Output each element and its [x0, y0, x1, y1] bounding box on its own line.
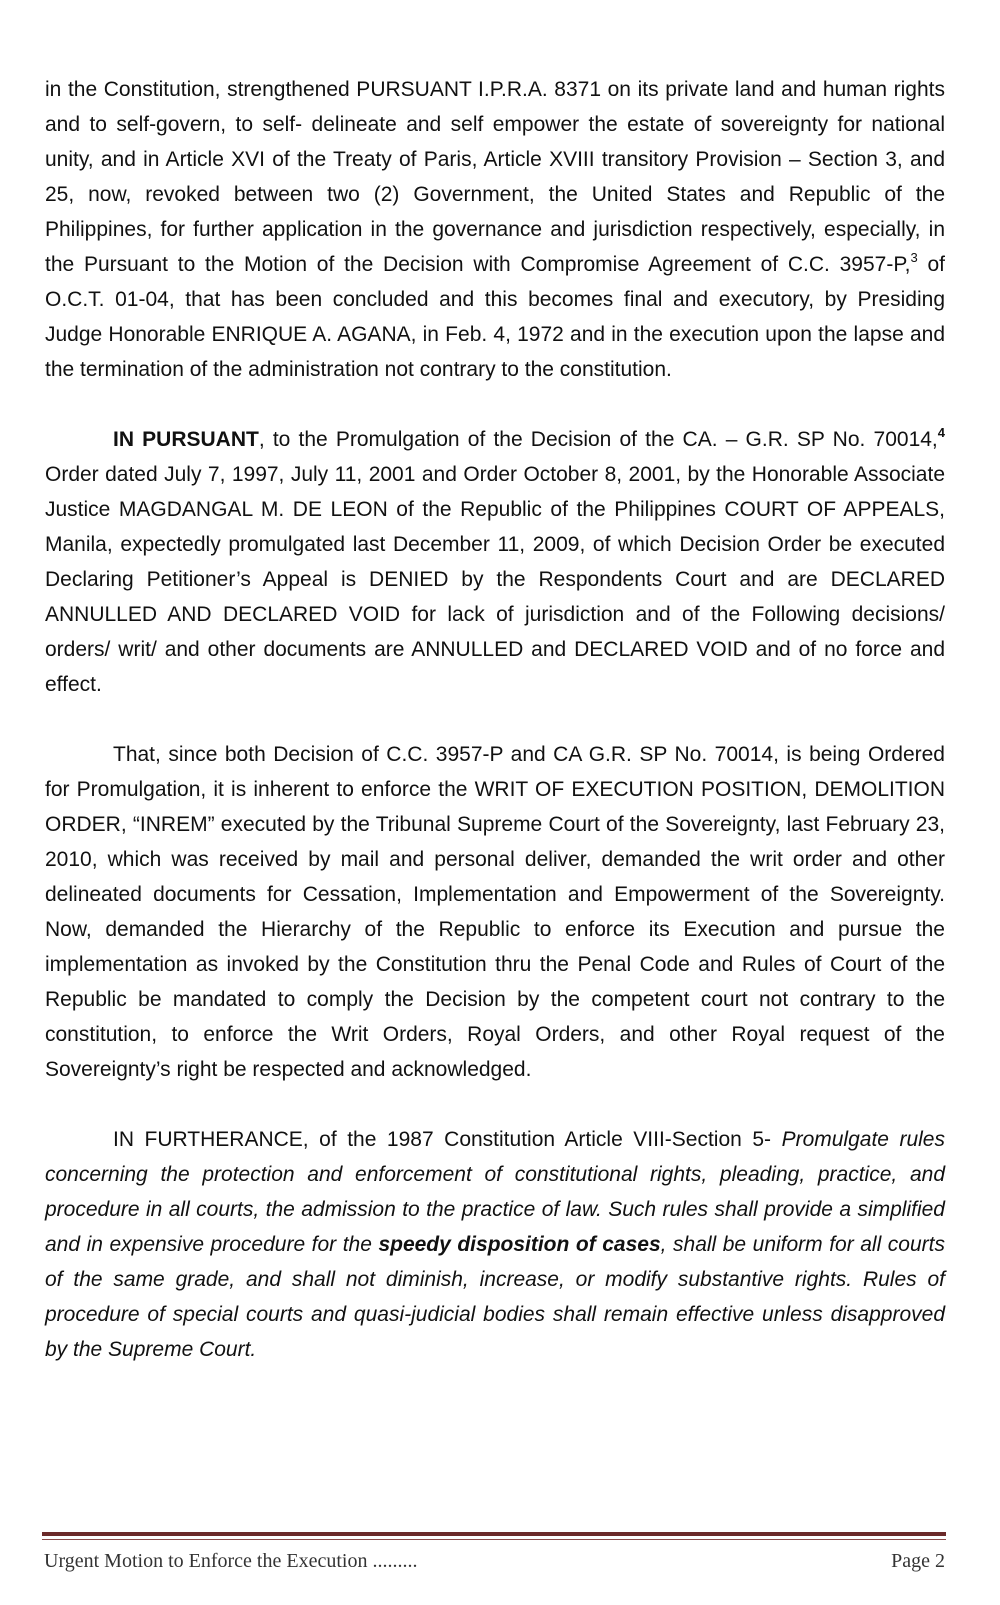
- paragraph-in-furtherance: [45, 1122, 945, 1367]
- quoted-provision: , shall be uniform for all courts of the same grade, and shall not diminish, increase, or modify substantive rights. Rules of procedure of special courts and quasi-judicial bodies shall remain effective unless disapproved by the Supreme Court.: [45, 1233, 945, 1361]
- footer-dots: .........: [372, 1550, 418, 1572]
- paragraph-text: in the Constitution, strengthened PURSUANT I.P.R.A. 8371 on its private land and human rights and to self-govern, to self- delineate and self empower the estate of sovereignty for national unity, and in Article XVI of the Treaty of Paris, Article XVIII transitory Provision – Section 3, and 25, now, revoked between two (2) Government, the United States and Republic of the Philippines, for further application in the governance and jurisdiction respectively, especially, in the Pursuant to the Motion of the Decision with Compromise Agreement of C.C. 3957-P,: [45, 78, 945, 276]
- footer-divider: [42, 1532, 946, 1536]
- paragraph-text: That, since both Decision of C.C. 3957-P and CA G.R. SP No. 70014, is being Ordered for Promulgation, it is inherent to enforce the WRIT OF EXECUTION POSITION, DEMOLITION ORDER, “INREM” executed by the Tribunal Supreme Court of the Sovereignty, last February 23, 2010, which was received by mail and personal deliver, demanded the writ order and other delineated documents for Cessation, Implementation and Empowerment of the Sovereignty. Now, demanded the Hierarchy of the Republic to enforce its Execution and pursue the implementation as invoked by the Constitution thru the Penal Code and Rules of Court of the Republic be mandated to comply the Decision by the competent court not contrary to the constitution, to enforce the Writ Orders, Royal Orders, and other Royal request of the Sovereignty’s right be respected and acknowledged.: [45, 743, 945, 1081]
- paragraph-in-pursuant: [45, 422, 945, 702]
- paragraph-text: , to the Promulgation of the Decision of the CA. – G.R. SP No. 70014,: [258, 428, 938, 451]
- paragraph-constitution: [45, 72, 945, 387]
- footer-page-number: Page 2: [891, 1550, 945, 1572]
- footnote-ref-3[interactable]: 3: [910, 250, 918, 265]
- paragraph-lead-bold: IN PURSUANT: [113, 428, 259, 451]
- paragraph-text: of O.C.T. 01-04, that has been concluded and this becomes final and executory, by Presiding Judge Honorable ENRIQUE A. AGANA, in Feb. 4, 1972 and in the execution upon the lapse and the termination of the administration not contrary to the constitution.: [45, 253, 945, 381]
- paragraph-lead: IN FURTHERANCE, of the 1987 Constitution Article VIII-Section 5-: [113, 1128, 782, 1151]
- paragraph-writ-execution: [45, 737, 945, 1087]
- quoted-provision: Promulgate rules concerning the protection and enforcement of constitutional rights, pleading, practice, and procedure in all courts, the admission to the practice of law. Such rules shall provide a simplified and in expensive procedure for the: [45, 1128, 945, 1256]
- quoted-provision-emphasis: speedy disposition of cases: [378, 1233, 661, 1256]
- document-body: [45, 72, 945, 1367]
- footer-divider-thin: [42, 1539, 946, 1540]
- footnote-ref-4[interactable]: 4: [937, 425, 945, 440]
- paragraph-text: Order dated July 7, 1997, July 11, 2001 and Order October 8, 2001, by the Honorable Associate Justice MAGDANGAL M. DE LEON of the Republic of the Philippines COURT OF APPEALS, Manila, expectedly promulgated last December 11, 2009, of which Decision Order be executed Declaring Petitioner’s Appeal is DENIED by the Respondents Court and are DECLARED ANNULLED AND DECLARED VOID for lack of jurisdiction and of the Following decisions/ orders/ writ/ and other documents are ANNULLED and DECLARED VOID and of no force and effect.: [45, 463, 945, 696]
- footer-title: Urgent Motion to Enforce the Execution: [44, 1550, 368, 1572]
- footer-document-title: [44, 1547, 417, 1575]
